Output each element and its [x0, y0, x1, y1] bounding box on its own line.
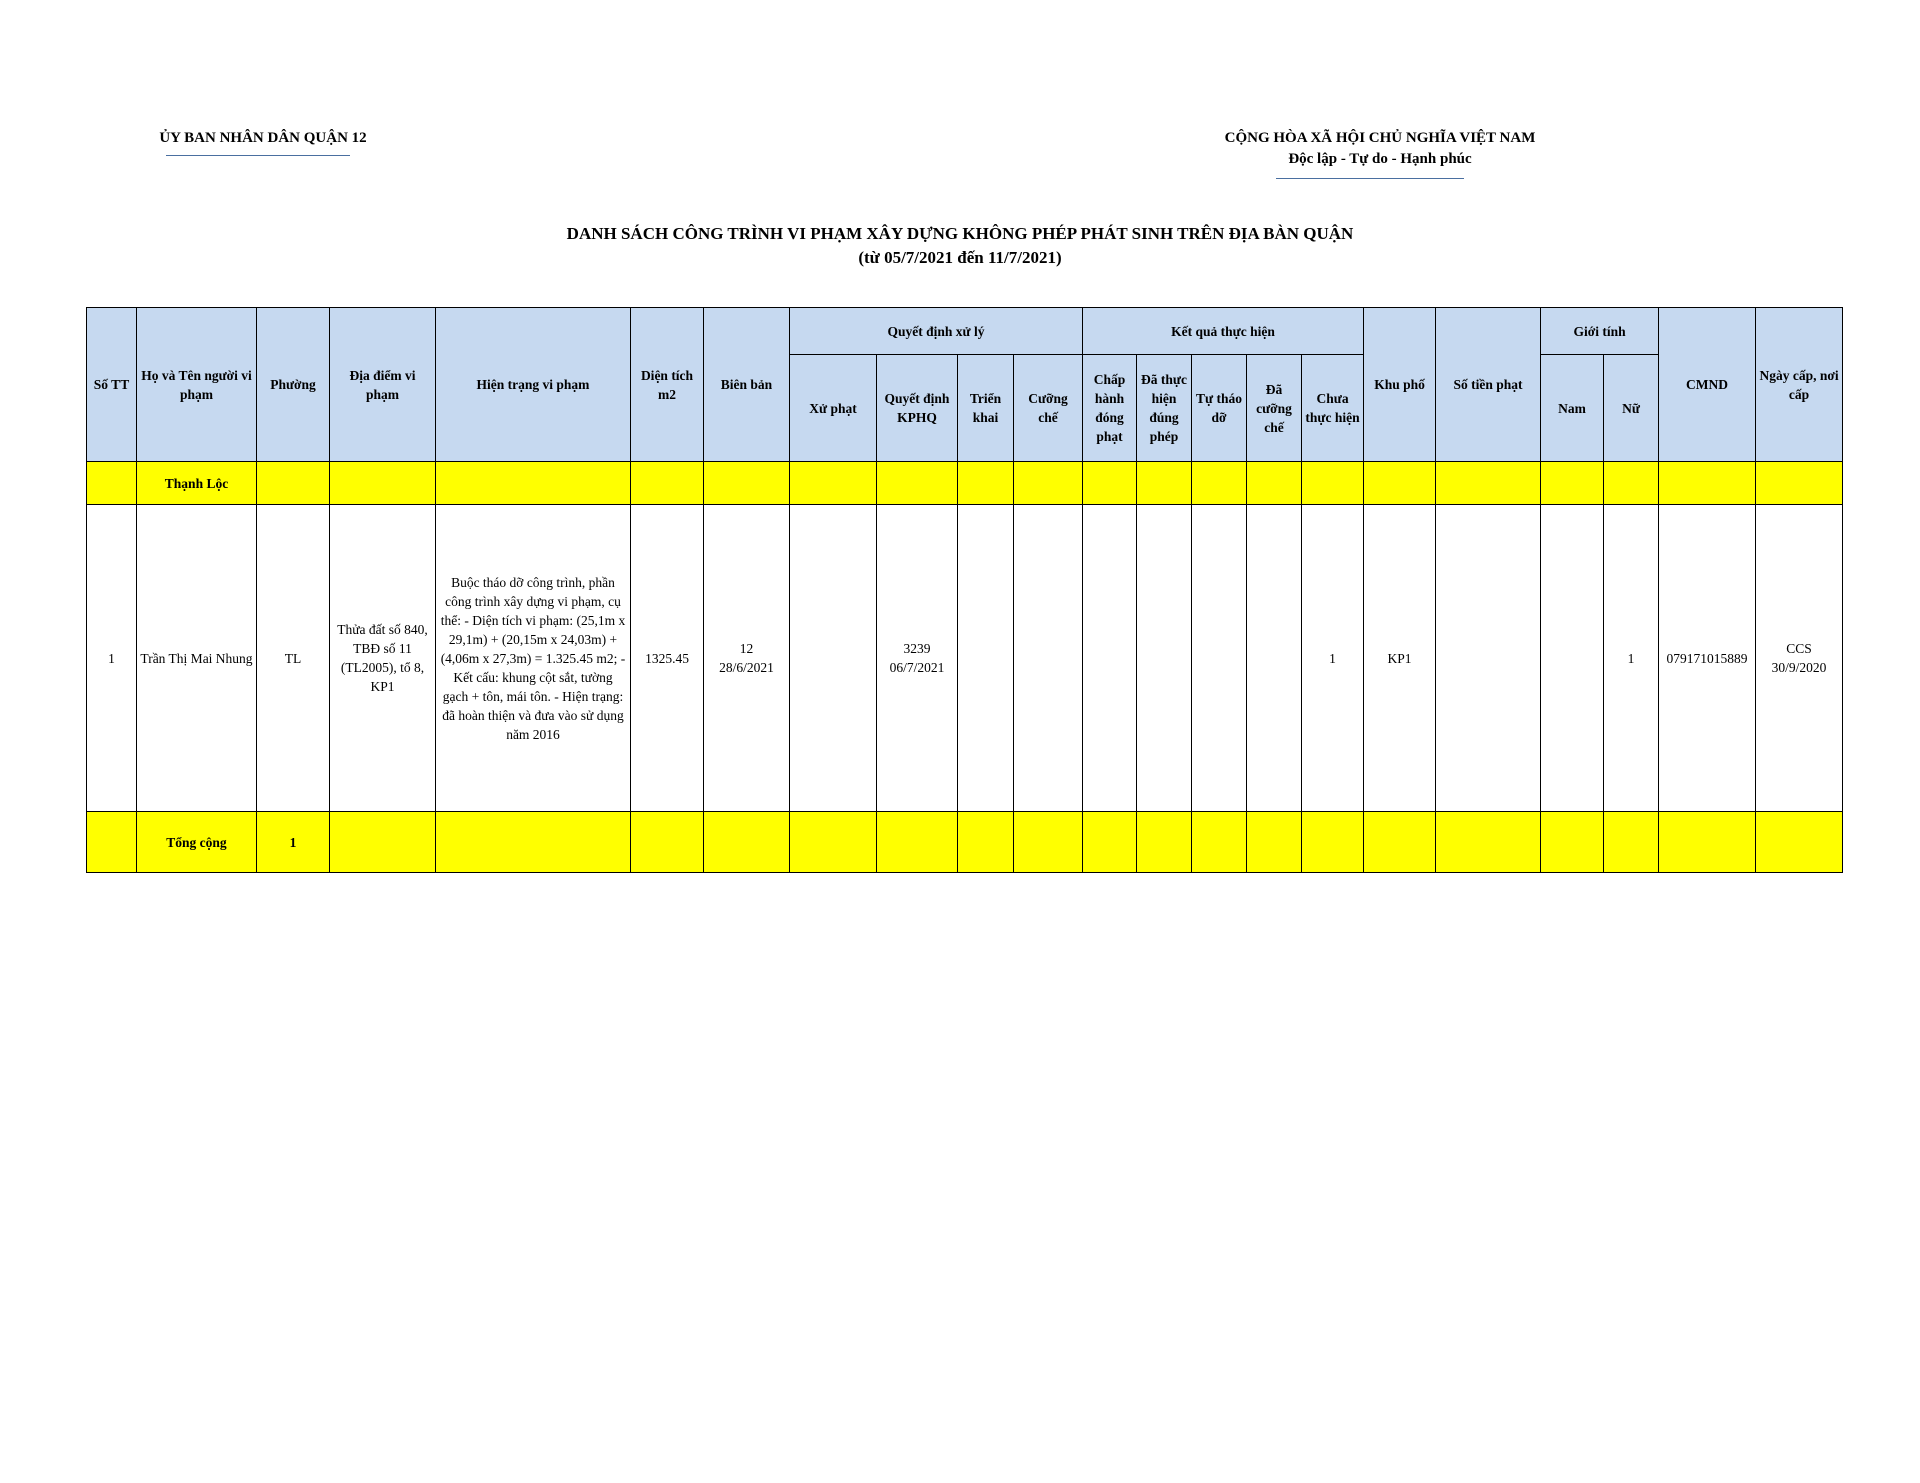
motto: Độc lập - Tự do - Hạnh phúc: [1288, 151, 1472, 167]
country-name: CỘNG HÒA XÃ HỘI CHỦ NGHĨA VIỆT NAM: [1224, 130, 1536, 146]
total-count: 1: [257, 812, 330, 873]
kphq-number: 3239: [903, 641, 931, 656]
col-group-result: Kết quả thực hiện: [1083, 308, 1364, 355]
col-record: Biên bản: [704, 308, 790, 462]
section-row: [87, 462, 1843, 505]
cell-issue: [1756, 505, 1843, 812]
col-kphq: Quyết định KPHQ: [877, 355, 958, 462]
col-penalty: Xử phạt: [790, 355, 877, 462]
issue-place: CCS: [1786, 641, 1812, 656]
document-title: [400, 222, 1520, 270]
col-paid: Chấp hành đóng phạt: [1083, 355, 1137, 462]
title-line-1: DANH SÁCH CÔNG TRÌNH VI PHẠM XÂY DỰNG KHÔNG PHÉP PHÁT SINH TRÊN ĐỊA BÀN QUẬN: [566, 224, 1354, 243]
cell-location: Thửa đất số 840, TBĐ số 11 (TL2005), tổ 8, KP1: [330, 505, 436, 812]
cell-female: 1: [1604, 505, 1659, 812]
section-label: Thạnh Lộc: [137, 462, 257, 505]
cell-status: Buộc tháo dỡ công trình, phần công trình xây dựng vi phạm, cụ thể: - Diện tích vi phạm: (25,1m x 29,1m) + (20,15m x 24,03m) + (4,06m x 27,3m) = 1.325.45 m2; - Kết cấu: khung cột sắt, tường gạch + tôn, mái tôn. - Hiện trạng: đã hoàn thiện và đưa vào sử dụng năm 2016: [436, 505, 631, 812]
record-date: 28/6/2021: [719, 660, 774, 675]
cell-not-done: 1: [1302, 505, 1364, 812]
total-label: Tổng cộng: [137, 812, 257, 873]
authority-underline: [166, 155, 350, 156]
total-row: [87, 812, 1843, 873]
col-enforce: Cưỡng chế: [1014, 355, 1083, 462]
col-male: Nam: [1541, 355, 1604, 462]
cell-id: 079171015889: [1659, 505, 1756, 812]
cell-self-demolish: [1192, 505, 1247, 812]
cell-kphq: [877, 505, 958, 812]
cell-enforce: [1014, 505, 1083, 812]
col-female: Nữ: [1604, 355, 1659, 462]
col-stt: Số TT: [87, 308, 137, 462]
col-permit: Đã thực hiện đúng phép: [1137, 355, 1192, 462]
violation-table: [86, 307, 1843, 873]
col-quarter: Khu phố: [1364, 308, 1436, 462]
col-location: Địa điểm vi phạm: [330, 308, 436, 462]
issue-date: 30/9/2020: [1771, 660, 1827, 675]
col-ward: Phường: [257, 308, 330, 462]
cell-fine: [1436, 505, 1541, 812]
cell-enforced: [1247, 505, 1302, 812]
col-group-decision: Quyết định xử lý: [790, 308, 1083, 355]
cell-ward: TL: [257, 505, 330, 812]
table-row: [87, 505, 1843, 812]
cell-quarter: KP1: [1364, 505, 1436, 812]
col-fine: Số tiền phạt: [1436, 308, 1541, 462]
col-id: CMND: [1659, 308, 1756, 462]
violation-table-wrap: [86, 307, 1842, 873]
col-not-done: Chưa thực hiện: [1302, 355, 1364, 462]
col-status: Hiện trạng vi phạm: [436, 308, 631, 462]
cell-deploy: [958, 505, 1014, 812]
col-issue: Ngày cấp, nơi cấp: [1756, 308, 1843, 462]
motto-underline: [1276, 178, 1464, 179]
cell-penalty: [790, 505, 877, 812]
col-area: Diện tích m2: [631, 308, 704, 462]
col-name: Họ và Tên người vi phạm: [137, 308, 257, 462]
title-period: (từ 05/7/2021 đến 11/7/2021): [858, 248, 1062, 267]
col-enforced: Đã cưỡng chế: [1247, 355, 1302, 462]
record-number: 12: [739, 641, 754, 656]
col-self-demolish: Tự tháo dỡ: [1192, 355, 1247, 462]
cell-paid: [1083, 505, 1137, 812]
kphq-date: 06/7/2021: [889, 660, 945, 675]
cell-permit: [1137, 505, 1192, 812]
issuing-authority: ỦY BAN NHÂN DÂN QUẬN 12: [159, 130, 367, 146]
cell-male: [1541, 505, 1604, 812]
national-motto: [1190, 128, 1570, 170]
cell-stt: 1: [87, 505, 137, 812]
cell-area: 1325.45: [631, 505, 704, 812]
cell-name: Trần Thị Mai Nhung: [137, 505, 257, 812]
cell-record: [704, 505, 790, 812]
col-group-gender: Giới tính: [1541, 308, 1659, 355]
col-deploy: Triển khai: [958, 355, 1014, 462]
